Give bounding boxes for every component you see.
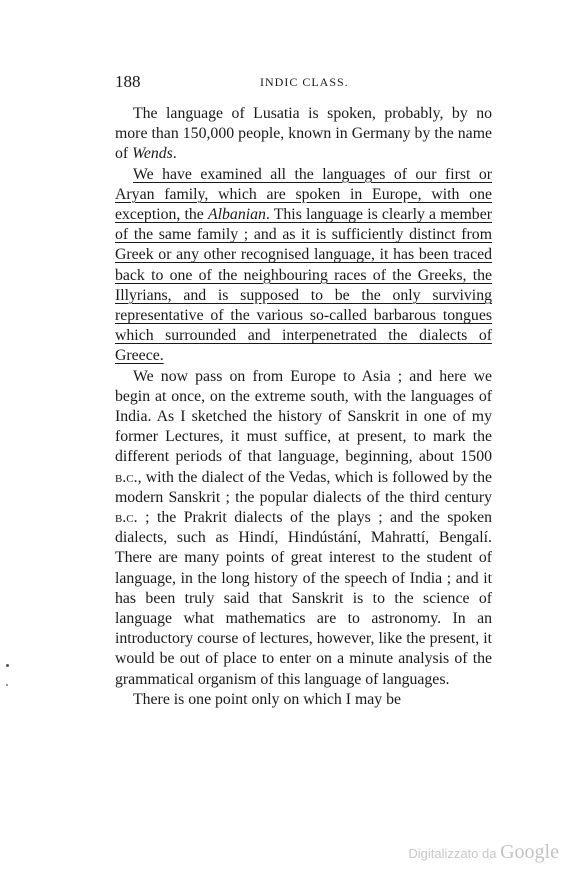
paragraph-text: ; the Prakrit dialects of the plays ; and the spoken dialects, such as Hindí, Hindústání, Mahrattí, Bengalí. There are many points of great interest to the student of language, in the long history of the speech of India ; and it has been truly said that Sanskrit is to the science of language what mathematics are to astronomy. In an introductory course of lectures, however, like the present, it would be out of place to enter on a minute analysis of the grammatical organism of this language of languages. <box>115 509 492 688</box>
paragraph-india <box>115 367 492 690</box>
era-abbreviation: b.c. <box>115 468 138 486</box>
page-number: 188 <box>115 72 141 91</box>
scan-speck <box>6 664 9 667</box>
digitization-watermark <box>408 841 559 864</box>
paragraph-point <box>115 690 492 710</box>
paragraph-text: There is one point only on which I may be <box>133 690 402 708</box>
paragraph-text: We have examined all the languages of our first or Aryan family, which are spoken in Europe, with one exception, the <box>115 165 492 224</box>
scan-speck <box>6 684 8 686</box>
page-header <box>115 72 492 92</box>
emphasis-text: Wends <box>132 145 173 163</box>
body-text <box>115 104 492 710</box>
paragraph-text: . <box>172 145 177 163</box>
paragraph-text: We now pass on from Europe to Asia ; and here we begin at once, on the extreme south, with the languages of India. As I sketched the history of Sanskrit in one of my former Lectures, it must suffice, at present, to mark the different periods of that language, beginning, about 1500 <box>115 367 492 466</box>
paragraph-text: , with the dialect of the Vedas, which is followed by the modern Sanskrit ; the popular dialects of the third century <box>115 468 492 506</box>
paragraph-text: The language of Lusatia is spoken, probably, by no more than 150,000 people, known in Germany by the name of <box>115 105 492 163</box>
paragraph-lusatia <box>115 104 492 165</box>
running-head: INDIC CLASS. <box>260 75 349 89</box>
paragraph-text: . This language is clearly a member of the same family ; and as it is sufficiently distinct from Greek or any other recognised language, it has been traced back to one of the neighbouring races of the Greeks, the Illyrians, and is supposed to be the only surviving representative of the various so-called barbarous tongues which surrounded and interpenetrated the dialects of Greece. <box>115 206 492 365</box>
emphasis-text: Albanian <box>208 206 266 224</box>
paragraph-albanian-underlined <box>115 165 492 367</box>
watermark-prefix: Digitalizzato da <box>408 846 497 861</box>
google-logo: Google <box>500 841 559 863</box>
era-abbreviation: b.c. <box>115 509 138 527</box>
